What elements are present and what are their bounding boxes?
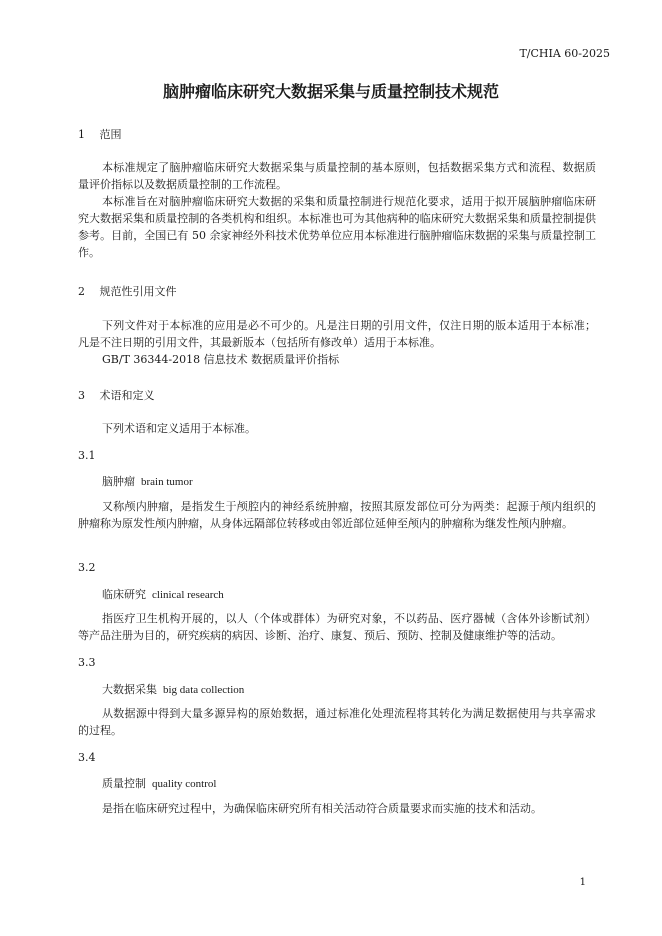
section-title: 范围: [99, 128, 122, 141]
term-definition: 指医疗卫生机构开展的，以人（个体或群体）为研究对象，不以药品、医疗器械（含体外诊断试剂）等产品注册为目的，研究疾病的病因、诊断、治疗、康复、预后、预防、控制及健康维护等的活动。: [78, 612, 596, 642]
term-number: 3.1: [78, 449, 96, 462]
section-number: 1: [78, 128, 85, 141]
standard-number: T/CHIA 60-2025: [519, 47, 610, 60]
term-en: clinical research: [152, 589, 224, 601]
term-en: big data collection: [163, 684, 245, 696]
page-number: 1: [579, 877, 586, 888]
term-en: brain tumor: [141, 476, 193, 488]
section-title: 术语和定义: [99, 389, 155, 402]
section-heading: [78, 126, 122, 142]
term-number: 3.3: [78, 656, 96, 669]
term-heading: [102, 681, 244, 697]
paragraph: 下列术语和定义适用于本标准。: [102, 422, 256, 435]
section-number: 3: [78, 389, 85, 402]
document-title: 脑肿瘤临床研究大数据采集与质量控制技术规范: [162, 82, 499, 101]
term-zh: 脑肿瘤: [102, 475, 135, 488]
term-heading: [102, 473, 193, 489]
term-heading: [102, 775, 216, 791]
term-en: quality control: [152, 778, 217, 790]
section-heading: [78, 387, 155, 403]
paragraph: 下列文件对于本标准的应用是必不可少的。凡是注日期的引用文件，仅注日期的版本适用于本标准；凡是不注日期的引用文件，其最新版本（包括所有修改单）适用于本标准。: [78, 319, 596, 349]
term-number: 3.2: [78, 561, 96, 574]
section-title: 规范性引用文件: [99, 285, 177, 298]
section-number: 2: [78, 285, 85, 298]
reference-item: GB/T 36344-2018 信息技术 数据质量评价指标: [102, 353, 340, 366]
term-definition: 又称颅内肿瘤，是指发生于颅腔内的神经系统肿瘤，按照其原发部位可分为两类：起源于颅内组织的肿瘤称为原发性颅内肿瘤，从身体远隔部位转移或由邻近部位延伸至颅内的肿瘤称为继发性颅内肿瘤。: [78, 500, 596, 530]
term-definition: 从数据源中得到大量多源异构的原始数据，通过标准化处理流程将其转化为满足数据使用与共享需求的过程。: [78, 707, 596, 737]
term-zh: 临床研究: [102, 588, 146, 601]
paragraph: 本标准规定了脑肿瘤临床研究大数据采集与质量控制的基本原则，包括数据采集方式和流程、数据质量评价指标以及数据质量控制的工作流程。: [78, 161, 596, 191]
term-zh: 质量控制: [102, 777, 146, 790]
paragraph: 本标准旨在对脑肿瘤临床研究大数据的采集和质量控制进行规范化要求，适用于拟开展脑肿瘤临床研究大数据采集和质量控制的各类机构和组织。本标准也可为其他病种的临床研究大数据采集和质量控制提供参考。目前，全国已有 50 余家神经外科技术优势单位应用本标准进行脑肿瘤临床数据的采集与质量控制工作。: [78, 195, 596, 259]
term-zh: 大数据采集: [102, 683, 157, 696]
term-number: 3.4: [78, 751, 96, 764]
term-heading: [102, 586, 224, 602]
term-definition: 是指在临床研究过程中，为确保临床研究所有相关活动符合质量要求而实施的技术和活动。: [102, 802, 542, 815]
section-heading: [78, 283, 177, 299]
